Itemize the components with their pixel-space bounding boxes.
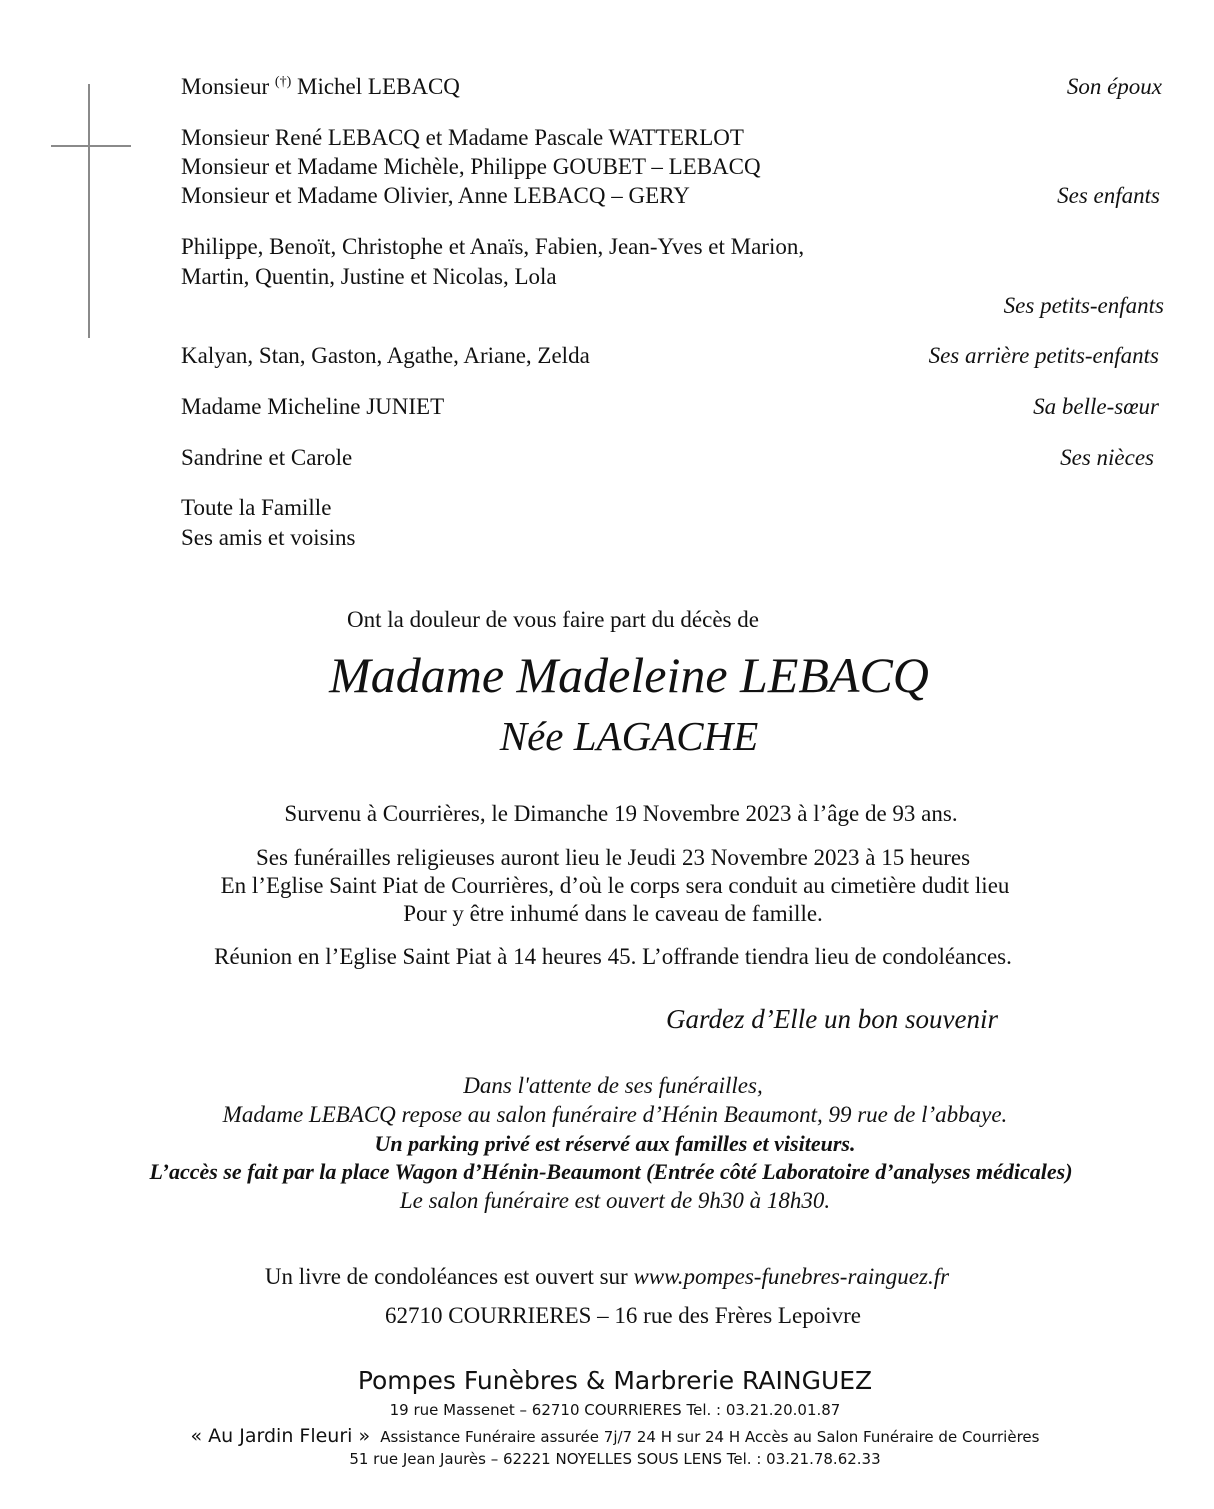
meeting-info: Réunion en l’Eglise Saint Piat à 14 heures 45. L’offrande tiendra lieu de condoléances. bbox=[214, 944, 1012, 969]
grandchildren-line-2: Martin, Quentin, Justine et Nicolas, Lola bbox=[181, 264, 557, 289]
opening-hours: Le salon funéraire est ouvert de 9h30 à 18h30. bbox=[399, 1188, 831, 1213]
access-info: L’accès se fait par la place Wagon d’Hénin-Beaumont (Entrée côté Laboratoire d’analyses médicales) bbox=[149, 1159, 1073, 1184]
children-role: Ses enfants bbox=[1057, 183, 1160, 208]
intro-text: Ont la douleur de vous faire part du décès de bbox=[347, 607, 759, 632]
husband-prefix: Monsieur bbox=[181, 74, 275, 99]
company-address-2: 51 rue Jean Jaurès – 62221 NOYELLES SOUS LENS Tel. : 03.21.78.62.33 bbox=[349, 1450, 881, 1468]
souvenir-text: Gardez d’Elle un bon souvenir bbox=[666, 1004, 998, 1034]
deceased-mark: (†) bbox=[274, 74, 292, 90]
funeral-home-line-2: Madame LEBACQ repose au salon funéraire d’Hénin Beaumont, 99 rue de l’abbaye. bbox=[222, 1102, 1008, 1127]
services-text: Assistance Funéraire assurée 7j/7 24 H sur 24 H Accès au Salon Funéraire de Courrières bbox=[380, 1428, 1040, 1446]
parking-info: Un parking privé est réservé aux familles et visiteurs. bbox=[374, 1131, 856, 1156]
maiden-name: Née LAGACHE bbox=[499, 713, 759, 759]
courrieres-address: 62710 COURRIERES – 16 rue des Frères Lepoivre bbox=[385, 1303, 861, 1328]
other-family: Toute la Famille bbox=[181, 495, 332, 520]
friends-neighbors: Ses amis et voisins bbox=[181, 525, 356, 550]
deceased-name: Madame Madeleine LEBACQ bbox=[329, 647, 929, 703]
child-3: Monsieur et Madame Olivier, Anne LEBACQ – GERY bbox=[181, 183, 690, 208]
child-1: Monsieur René LEBACQ et Madame Pascale WATTERLOT bbox=[181, 125, 744, 150]
jardin-fleuri-line bbox=[8, 1425, 1214, 1447]
child-2: Monsieur et Madame Michèle, Philippe GOUBET – LEBACQ bbox=[181, 154, 761, 179]
condolences-line bbox=[0, 1264, 1214, 1290]
funeral-line-2: En l’Eglise Saint Piat de Courrières, d’où le corps sera conduit au cimetière dudit lieu bbox=[220, 873, 1010, 898]
sister-in-law: Madame Micheline JUNIET bbox=[181, 394, 445, 419]
great-grandchildren: Kalyan, Stan, Gaston, Agathe, Ariane, Zelda bbox=[181, 343, 590, 368]
cross-horizontal bbox=[51, 145, 131, 147]
funeral-line-3: Pour y être inhumé dans le caveau de famille. bbox=[403, 901, 823, 926]
husband-role: Son époux bbox=[1066, 74, 1162, 99]
husband-name: Michel LEBACQ bbox=[291, 74, 460, 99]
husband-line bbox=[181, 74, 460, 100]
condolences-link[interactable]: www.pompes-funebres-rainguez.fr bbox=[633, 1264, 950, 1289]
great-grandchildren-role: Ses arrière petits-enfants bbox=[928, 343, 1159, 368]
nieces-role: Ses nièces bbox=[1060, 445, 1154, 470]
condolences-text: Un livre de condoléances est ouvert sur bbox=[264, 1264, 634, 1289]
cross-vertical bbox=[88, 84, 90, 338]
grandchildren-line-1: Philippe, Benoït, Christophe et Anaïs, Fabien, Jean-Yves et Marion, bbox=[181, 234, 805, 259]
company-address-1: 19 rue Massenet – 62710 COURRIERES Tel. : 03.21.20.01.87 bbox=[389, 1401, 841, 1419]
jardin-fleuri-label: « Au Jardin Fleuri » bbox=[190, 1425, 371, 1447]
company-name: Pompes Funèbres & Marbrerie RAINGUEZ bbox=[357, 1366, 873, 1395]
grandchildren-role: Ses petits-enfants bbox=[1003, 293, 1164, 318]
sister-in-law-role: Sa belle-sœur bbox=[1033, 394, 1159, 419]
funeral-home-line-1: Dans l'attente de ses funérailles, bbox=[463, 1073, 763, 1098]
death-details: Survenu à Courrières, le Dimanche 19 Novembre 2023 à l’âge de 93 ans. bbox=[284, 801, 958, 826]
nieces: Sandrine et Carole bbox=[181, 445, 353, 470]
funeral-line-1: Ses funérailles religieuses auront lieu le Jeudi 23 Novembre 2023 à 15 heures bbox=[255, 845, 971, 870]
